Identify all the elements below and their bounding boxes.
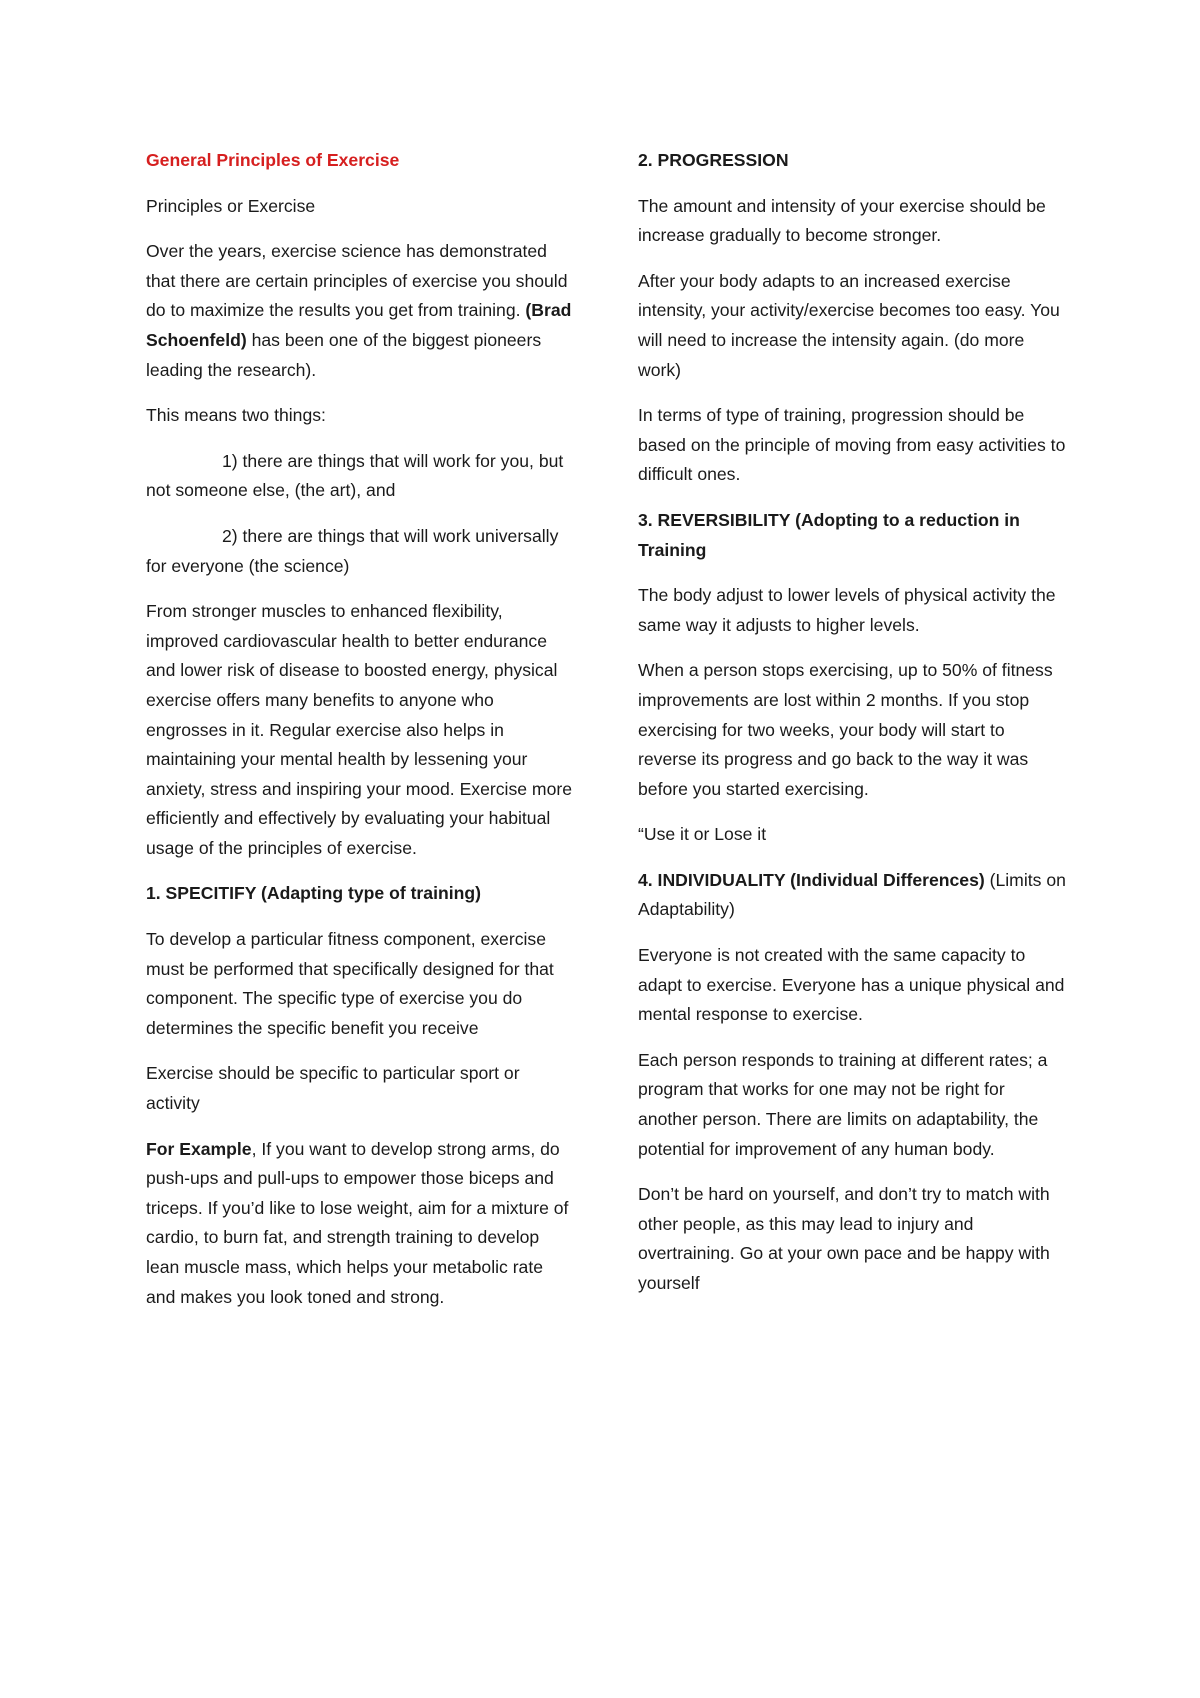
progression-paragraph-2: After your body adapts to an increased exercise intensity, your activity/exercise becomes too easy. You will need to increase the intensity again. (do more work) bbox=[638, 270, 1060, 380]
document-title: General Principles of Exercise bbox=[146, 150, 400, 170]
point-two: 2) there are things that will work universally for everyone (the science) bbox=[146, 525, 559, 576]
intro-paragraph bbox=[146, 237, 574, 385]
intro-text-a: Over the years, exercise science has demonstrated that there are certain principles of exercise you should do to maximize the results you get from training. bbox=[146, 241, 568, 321]
heading-specificity: 1. SPECITIFY (Adapting type of training) bbox=[146, 883, 481, 904]
heading-progression: 2. PROGRESSION bbox=[638, 150, 789, 170]
reversibility-paragraph-2: When a person stops exercising, up to 50% of fitness improvements are lost within 2 months. If you stop exercising for two weeks, your body will start to reverse its progress and go back to the way it was before you started exercising. bbox=[638, 660, 1053, 799]
specificity-paragraph-2: Exercise should be specific to particular sport or activity bbox=[146, 1063, 520, 1114]
specificity-paragraph-1: To develop a particular fitness component, exercise must be performed that specifically designed for that component. The specific type of exercise you do determines the specific benefit you receive bbox=[146, 929, 554, 1038]
benefits-paragraph: From stronger muscles to enhanced flexibility, improved cardiovascular health to better endurance and lower risk of disease to boosted energy, physical exercise offers many benefits to anyone who engrosses in it. Regular exercise also helps in maintaining your mental health by lessening your anxiety, stress and inspiring your mood. Exercise more efficiently and effectively by evaluating your habitual usage of the principles of exercise. bbox=[146, 601, 573, 858]
example-paragraph bbox=[146, 1135, 574, 1313]
left-column bbox=[146, 146, 574, 1328]
intro-text-b: has been one of the biggest pioneers leading the research). bbox=[146, 329, 542, 380]
individuality-paragraph-1: Everyone is not created with the same capacity to adapt to exercise. Everyone has a unique physical and mental response to exercise. bbox=[638, 945, 1065, 1025]
progression-paragraph-1: The amount and intensity of your exercise should be increase gradually to become stronger. bbox=[638, 195, 1046, 246]
heading-individuality bbox=[638, 866, 1068, 925]
example-label: For Example bbox=[146, 1138, 252, 1159]
point-one: 1) there are things that will work for you, but not someone else, (the art), and bbox=[146, 450, 564, 501]
example-text: , If you want to develop strong arms, do push-ups and pull-ups to empower those biceps and triceps. If you’d like to lose weight, aim for a mixture of cardio, to burn fat, and strength training to develop lean muscle mass, which helps your metabolic rate and makes you look toned and strong. bbox=[146, 1138, 569, 1307]
progression-paragraph-3: In terms of type of training, progression should be based on the principle of moving from easy activities to difficult ones. bbox=[638, 405, 1066, 485]
heading-individuality-rest: (Limits on Adaptability) bbox=[638, 869, 1066, 920]
reversibility-paragraph-1: The body adjust to lower levels of physical activity the same way it adjusts to higher levels. bbox=[638, 585, 1056, 635]
heading-reversibility: 3. REVERSIBILITY (Adopting to a reduction in Training bbox=[638, 509, 1020, 560]
subtitle: Principles or Exercise bbox=[146, 195, 316, 216]
individuality-paragraph-3: Don’t be hard on yourself, and don’t try to match with other people, as this may lead to injury and overtraining. Go at your own pace and be happy with yourself bbox=[638, 1184, 1050, 1293]
right-column bbox=[638, 146, 1068, 1315]
intro-author: (Brad Schoenfeld) bbox=[146, 300, 572, 350]
means-paragraph: This means two things: bbox=[146, 405, 326, 426]
reversibility-quote: “Use it or Lose it bbox=[638, 824, 767, 845]
heading-individuality-bold: 4. INDIVIDUALITY (Individual Differences) bbox=[638, 869, 985, 890]
individuality-paragraph-2: Each person responds to training at different rates; a program that works for one may not be right for another person. There are limits on adaptability, the potential for improvement of any human body. bbox=[638, 1049, 1048, 1159]
